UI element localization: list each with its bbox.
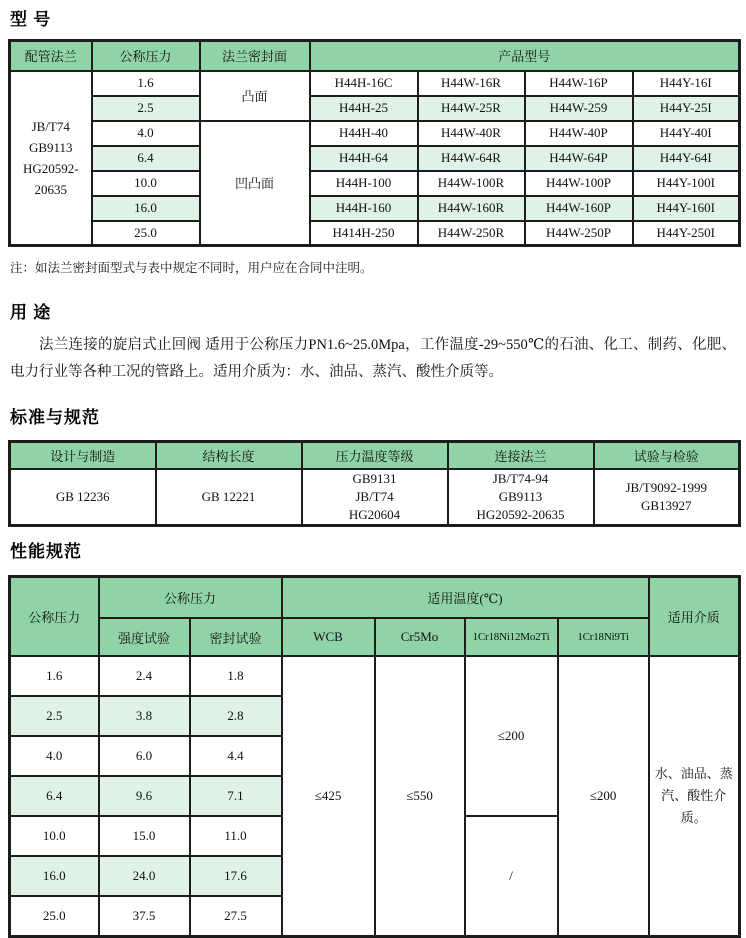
wcb-temp-cell: ≤425 <box>282 656 375 936</box>
seal-cell: 4.4 <box>190 736 282 776</box>
strength-cell: 9.6 <box>99 776 190 816</box>
strength-cell: 15.0 <box>99 816 190 856</box>
model-cell: H44Y-250I <box>633 221 740 246</box>
pn-cell: 25.0 <box>10 896 99 936</box>
standards-cell <box>448 469 594 526</box>
usage-paragraph: 法兰连接的旋启式止回阀 适用于公称压力PN1.6~25.0Mpa，工作温度-29~550℃的石油、化工、制药、化肥、电力行业等各种工况的管路上。适用介质为：水、油品、蒸汽、酸性介质等。 <box>10 337 736 380</box>
section-title-performance: 性能规范 <box>10 541 82 561</box>
standard-line: HG20592-20635 <box>476 506 565 522</box>
header-nominal-pressure: 公称压力 <box>92 41 200 71</box>
header-applicable-medium: 适用介质 <box>649 576 740 656</box>
table-row <box>10 656 740 696</box>
standards-cell <box>594 469 740 526</box>
standard-line: GB13927 <box>640 497 692 513</box>
pressure-cell: 10.0 <box>92 171 200 196</box>
model-cell: H44H-64 <box>310 146 418 171</box>
flange-standards-cell <box>10 71 92 246</box>
model-cell: H44Y-160I <box>633 196 740 221</box>
standards-cell <box>156 469 302 526</box>
header-product-model: 产品型号 <box>310 41 740 71</box>
header-material-cr5mo: Cr5Mo <box>375 618 465 656</box>
model-cell: H44H-16C <box>310 71 418 96</box>
model-cell: H44W-64P <box>525 146 633 171</box>
performance-table <box>8 575 741 938</box>
standard-line: JB/T9092-1999 <box>625 479 708 495</box>
standard-line: GB 12236 <box>55 488 110 504</box>
seal-cell: 7.1 <box>190 776 282 816</box>
seal-face-note: 注：如法兰密封面型式与表中规定不同时，用户应在合同中注明。 <box>10 261 373 275</box>
model-cell: H44H-160 <box>310 196 418 221</box>
standards-header-row <box>10 442 740 469</box>
strength-cell: 6.0 <box>99 736 190 776</box>
model-cell: H44W-100R <box>418 171 525 196</box>
mo2ti-temp-lower-cell: / <box>465 816 558 936</box>
model-cell: H44W-100P <box>525 171 633 196</box>
model-cell: H44W-250R <box>418 221 525 246</box>
seal-face-convex-cell: 凸面 <box>200 71 310 121</box>
table-row <box>10 96 740 121</box>
model-cell: H44Y-64I <box>633 146 740 171</box>
header-strength-test: 强度试验 <box>99 618 190 656</box>
table-row <box>10 71 740 96</box>
header-design-manufacture: 设计与制造 <box>10 442 156 469</box>
strength-cell: 2.4 <box>99 656 190 696</box>
applicable-medium-cell: 水、油品、蒸汽、酸性介质。 <box>649 656 740 936</box>
pn-cell: 4.0 <box>10 736 99 776</box>
pn-cell: 1.6 <box>10 656 99 696</box>
header-seal-test: 密封试验 <box>190 618 282 656</box>
model-cell: H44W-160P <box>525 196 633 221</box>
model-cell: H44W-250P <box>525 221 633 246</box>
header-seal-face: 法兰密封面 <box>200 41 310 71</box>
model-cell: H44W-259 <box>525 96 633 121</box>
performance-header-row-2 <box>10 618 740 656</box>
model-cell: H414H-250 <box>310 221 418 246</box>
header-material-wcb: WCB <box>282 618 375 656</box>
table-row <box>10 146 740 171</box>
pressure-cell: 16.0 <box>92 196 200 221</box>
standards-table <box>8 440 741 527</box>
model-cell: H44W-160R <box>418 196 525 221</box>
header-pipe-flange: 配管法兰 <box>10 41 92 71</box>
model-cell: H44W-40R <box>418 121 525 146</box>
section-title-usage: 用 途 <box>10 303 52 322</box>
standards-cell <box>10 469 156 526</box>
standard-line: JB/T74-94 <box>492 470 549 486</box>
standard-line: JB/T74 <box>355 488 394 504</box>
standard-line: HG20604 <box>348 506 401 522</box>
pn-cell: 16.0 <box>10 856 99 896</box>
strength-cell: 24.0 <box>99 856 190 896</box>
strength-cell: 3.8 <box>99 696 190 736</box>
pressure-cell: 6.4 <box>92 146 200 171</box>
model-cell: H44W-16R <box>418 71 525 96</box>
model-cell: H44H-40 <box>310 121 418 146</box>
pressure-cell: 4.0 <box>92 121 200 146</box>
pn-cell: 10.0 <box>10 816 99 856</box>
header-temperature-group: 适用温度(℃) <box>282 576 649 618</box>
header-material-1cr18ni12mo2ti: 1Cr18Ni12Mo2Ti <box>465 618 558 656</box>
pn-cell: 6.4 <box>10 776 99 816</box>
section-title-standards: 标准与规范 <box>10 408 100 427</box>
section-title-model: 型 号 <box>10 10 52 29</box>
header-structure-length: 结构长度 <box>156 442 302 469</box>
strength-cell: 37.5 <box>99 896 190 936</box>
model-cell: H44W-25R <box>418 96 525 121</box>
header-material-1cr18ni9ti: 1Cr18Ni9Ti <box>558 618 649 656</box>
header-nominal-pressure: 公称压力 <box>10 576 99 656</box>
ni9ti-temp-cell: ≤200 <box>558 656 649 936</box>
model-cell: H44H-100 <box>310 171 418 196</box>
pressure-cell: 25.0 <box>92 221 200 246</box>
model-cell: H44Y-100I <box>633 171 740 196</box>
table-row <box>10 171 740 196</box>
seal-face-concave-convex-cell: 凹凸面 <box>200 121 310 246</box>
model-cell: H44H-25 <box>310 96 418 121</box>
header-pressure-temp-rating: 压力温度等级 <box>302 442 448 469</box>
seal-cell: 1.8 <box>190 656 282 696</box>
standard-line: GB9113 <box>498 488 543 504</box>
pressure-cell: 2.5 <box>92 96 200 121</box>
header-pressure-group: 公称压力 <box>99 576 282 618</box>
standards-cell <box>302 469 448 526</box>
seal-cell: 2.8 <box>190 696 282 736</box>
model-cell: H44Y-16I <box>633 71 740 96</box>
table-row <box>10 221 740 246</box>
table-row <box>10 196 740 221</box>
flange-standard-line: GB9113 <box>28 139 73 155</box>
pn-cell: 2.5 <box>10 696 99 736</box>
performance-header-row-1 <box>10 576 740 618</box>
mo2ti-temp-upper-cell: ≤200 <box>465 656 558 816</box>
cr5mo-temp-cell: ≤550 <box>375 656 465 936</box>
seal-cell: 11.0 <box>190 816 282 856</box>
flange-standard-line: JB/T74 <box>31 118 70 134</box>
model-table <box>8 39 741 247</box>
standard-line: GB9131 <box>352 470 397 486</box>
header-connecting-flange: 连接法兰 <box>448 442 594 469</box>
flange-standard-line: 20635 <box>34 181 67 197</box>
model-table-header-row <box>10 41 740 71</box>
model-cell: H44Y-40I <box>633 121 740 146</box>
header-test-inspection: 试验与检验 <box>594 442 740 469</box>
seal-cell: 17.6 <box>190 856 282 896</box>
standards-value-row <box>10 469 740 526</box>
seal-cell: 27.5 <box>190 896 282 936</box>
model-cell: H44W-16P <box>525 71 633 96</box>
pressure-cell: 1.6 <box>92 71 200 96</box>
standard-line: GB 12221 <box>201 488 256 504</box>
model-cell: H44Y-25I <box>633 96 740 121</box>
flange-standard-line: HG20592- <box>22 160 79 176</box>
table-row <box>10 121 740 146</box>
model-cell: H44W-40P <box>525 121 633 146</box>
model-cell: H44W-64R <box>418 146 525 171</box>
